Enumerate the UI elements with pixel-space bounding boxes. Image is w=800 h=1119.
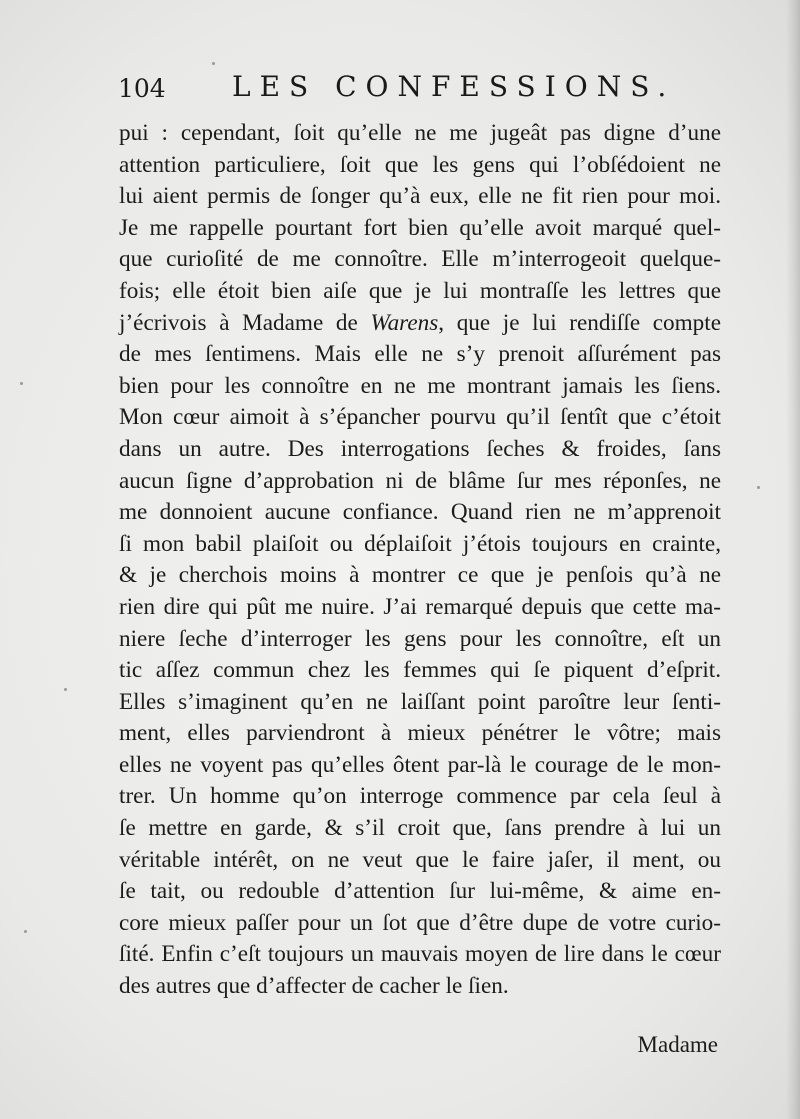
text-line: aucun ſigne d’approbation ni de blâme ſur mes réponſes, ne — [119, 467, 721, 494]
text-line: des autres que d’affecter de cacher le ſien. — [119, 973, 509, 1000]
text-line: pui : cependant, ſoit qu’elle ne me jugeât pas digne d’une — [119, 120, 721, 146]
text-line: ſité. Enfin c’eſt toujours un mauvais moyen de lire dans le cœur — [119, 941, 721, 968]
text-line: core mieux paſſer pour un ſot que d’être dupe de votre curio- — [119, 909, 721, 936]
text-line: ſi mon babil plaiſoit ou déplaiſoit j’étois toujours en crainte, — [119, 530, 721, 557]
text-line: Elles s’imaginent qu’en ne laiſſant point paroître leur ſenti- — [119, 688, 721, 715]
text-line: véritable intérêt, on ne veut que le faire jaſer, il ment, ou — [119, 846, 721, 873]
text-line: rien dire qui pût me nuire. J’ai remarqué depuis que cette ma- — [119, 593, 721, 620]
text-line: fois; elle étoit bien aiſe que je lui montraſſe les lettres que — [119, 277, 721, 304]
paper-speck — [24, 930, 27, 933]
text-line: tic aſſez commun chez les femmes qui ſe piquent d’eſprit. — [119, 657, 721, 684]
text-line: niere ſeche d’interroger les gens pour les connoître, eſt un — [119, 625, 721, 652]
text-line: lui aient permis de ſonger qu’à eux, elle ne fit rien pour moi. — [119, 183, 721, 210]
text-line: trer. Un homme qu’on interroge commence par cela ſeul à — [119, 783, 721, 810]
text-line: me donnoient aucune confiance. Quand rien ne m’apprenoit — [119, 499, 721, 526]
paper-speck — [212, 62, 215, 65]
page-header — [118, 68, 718, 108]
text-line: j’écrivois à Madame de Warens, que je lui rendiſſe compte — [119, 309, 721, 336]
text-line: elles ne voyent pas qu’elles ôtent par-là le courage de le mon- — [119, 751, 721, 778]
text-line: Mon cœur aimoit à s’épancher pourvu qu’il ſentît que c’étoit — [119, 404, 721, 431]
text-line: Je me rappelle pourtant fort bien qu’elle avoit marqué quel- — [119, 214, 721, 241]
catchword: Madame — [637, 1032, 718, 1057]
paper-speck — [757, 486, 760, 489]
text-line: de mes ſentimens. Mais elle ne s’y prenoit aſſurément pas — [119, 341, 721, 368]
text-line: ment, elles parviendront à mieux pénétrer le vôtre; mais — [119, 720, 721, 747]
paper-speck — [64, 688, 67, 691]
text-line: bien pour les connoître en ne me montrant jamais les ſiens. — [119, 372, 721, 399]
text-line: que curioſité de me connoître. Elle m’interrogeoit quelque- — [119, 246, 721, 273]
running-title: LES CONFESSIONS. — [232, 70, 676, 103]
text-line: & je cherchois moins à montrer ce que je penſois qu’à ne — [119, 562, 721, 589]
page-gutter-shadow — [786, 0, 800, 1119]
text-line: ſe tait, ou redouble d’attention ſur lui-même, & aime en- — [119, 878, 721, 905]
page-number: 104 — [118, 74, 166, 103]
body-text — [119, 118, 721, 1003]
text-line: dans un autre. Des interrogations ſeches & froides, ſans — [119, 435, 721, 462]
text-line: attention particuliere, ſoit que les gens qui l’obſédoient ne — [119, 151, 721, 178]
text-line: ſe mettre en garde, & s’il croit que, ſans prendre à lui un — [119, 815, 721, 842]
paper-speck — [20, 382, 23, 385]
